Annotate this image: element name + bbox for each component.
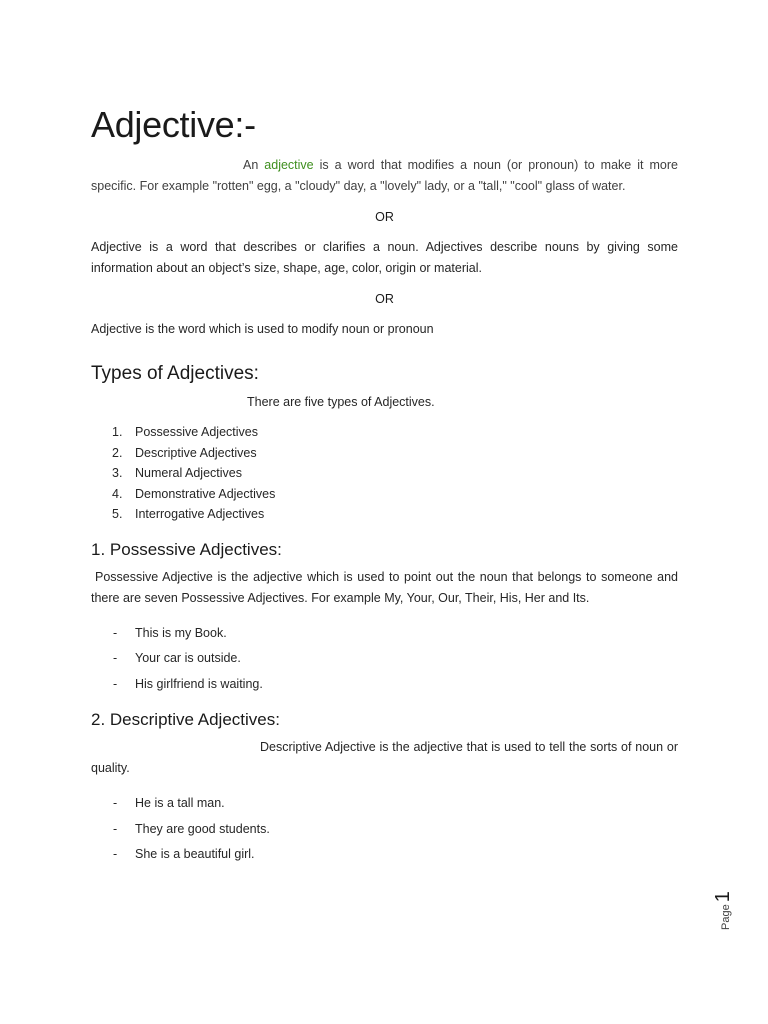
dash-bullet: -: [113, 625, 118, 640]
or-separator-2: OR: [375, 292, 394, 306]
page-content: [91, 103, 678, 880]
list-item: [91, 842, 678, 868]
list-item: [91, 791, 678, 817]
dash-bullet: -: [113, 796, 118, 810]
example-text: They are good students.: [135, 821, 270, 836]
adjective-link[interactable]: adjective: [264, 158, 314, 172]
list-item-number: 1.: [112, 425, 123, 439]
example-text: She is a beautiful girl.: [135, 847, 255, 861]
list-item-label: Demonstrative Adjectives: [135, 486, 276, 501]
list-item: [91, 646, 678, 672]
possessive-heading: 1. Possessive Adjectives:: [91, 539, 282, 559]
possessive-examples: [91, 621, 678, 698]
or-separator-1: OR: [375, 210, 394, 224]
list-item-number: 5.: [112, 507, 123, 521]
possessive-paragraph: Possessive Adjective is the adjective which is used to point out the noun that belongs to someone and there are seven Possessive Adjectives. For example My, Your, Our, Their, His, Her and Its.: [91, 569, 678, 605]
page-number-rotated: [712, 880, 736, 930]
list-item-number: 2.: [112, 445, 123, 460]
list-item-label: Numeral Adjectives: [135, 466, 242, 480]
list-item: [91, 504, 678, 525]
dash-bullet: -: [113, 821, 118, 836]
descriptive-examples: [91, 791, 678, 868]
list-item-number: 3.: [112, 466, 123, 480]
list-item: [91, 621, 678, 647]
descriptive-heading: 2. Descriptive Adjectives:: [91, 710, 280, 729]
definition-paragraph-3: Adjective is the word which is used to modify noun or pronoun: [91, 322, 434, 336]
list-item: [91, 463, 678, 484]
list-item-label: Possessive Adjectives: [135, 425, 258, 439]
types-list: [91, 422, 678, 525]
types-heading: Types of Adjectives:: [91, 363, 259, 384]
page-word: Page: [720, 904, 732, 930]
intro-prefix: An: [243, 158, 265, 172]
page-title: Adjective:-: [91, 104, 256, 145]
dash-bullet: -: [113, 847, 118, 861]
list-item: [91, 422, 678, 443]
list-item: [91, 443, 678, 464]
definition-paragraph-2: Adjective is a word that describes or clarifies a noun. Adjectives describe nouns by giving some information about an object’s size, shape, age, color, origin or material.: [91, 240, 678, 275]
list-item: [91, 484, 678, 505]
list-item-label: Interrogative Adjectives: [135, 507, 265, 521]
page-number: [712, 880, 736, 930]
example-text: Your car is outside.: [135, 651, 241, 665]
example-text: This is my Book.: [135, 625, 227, 640]
dash-bullet: -: [113, 676, 118, 691]
descriptive-paragraph: Descriptive Adjective is the adjective that is used to tell the sorts of noun or quality.: [91, 740, 678, 775]
intro-suffix: is a word that modifies a noun (or pronoun) to make it more specific. For example "rotten" egg, a "cloudy" day, a "lovely" lady, or a "tall," "cool" glass of water.: [91, 158, 678, 193]
types-note: There are five types of Adjectives.: [247, 395, 435, 409]
example-text: His girlfriend is waiting.: [135, 676, 263, 691]
list-item: [91, 817, 678, 843]
example-text: He is a tall man.: [135, 796, 225, 810]
intro-paragraph: [91, 155, 678, 197]
list-item-label: Descriptive Adjectives: [135, 445, 257, 460]
list-item-number: 4.: [112, 486, 123, 501]
page-digit: 1: [712, 891, 734, 903]
dash-bullet: -: [113, 651, 118, 665]
list-item: [91, 672, 678, 698]
